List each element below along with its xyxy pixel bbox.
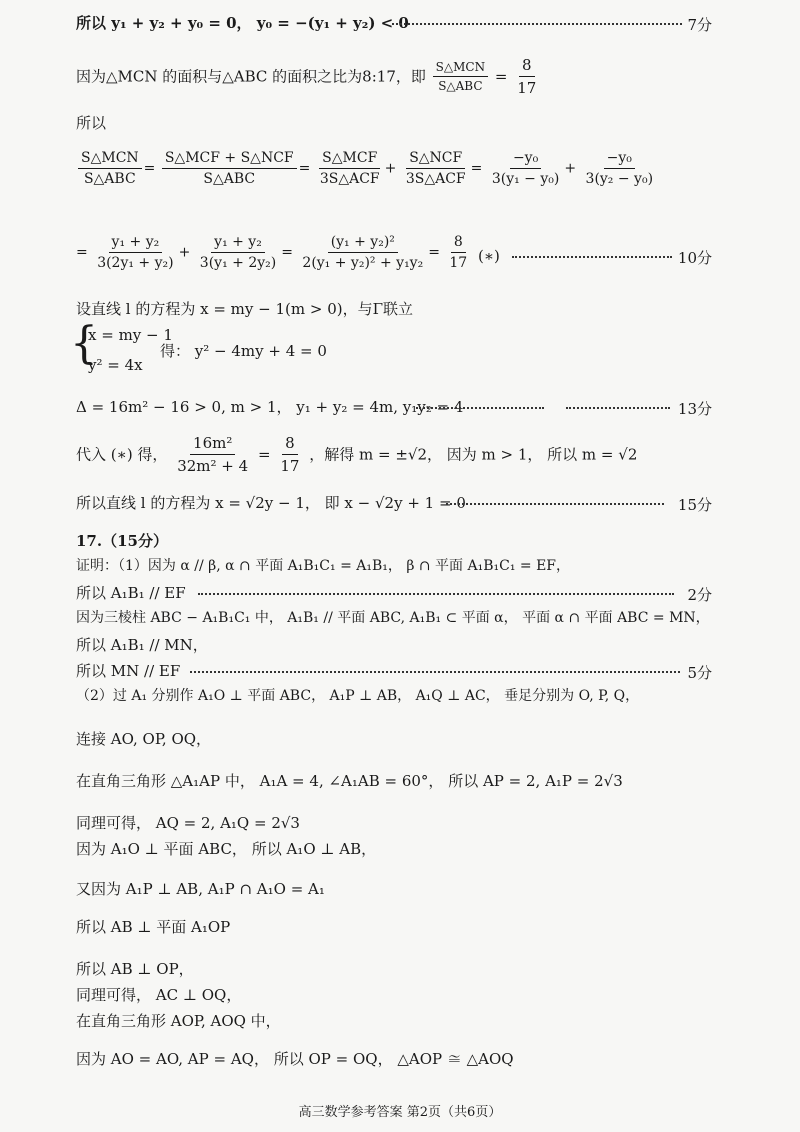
frac-den: 2(y₁ + y₂)² + y₁y₂	[302, 255, 424, 271]
line-6: 代入 (∗) 得， $\frac{\text{16m²}}{\text{32m² + 4}}$ = $\frac{8}{17}$ ，解得 m = ±√2， 因为 m > 1， 所以 m = √2	[76, 434, 638, 475]
star-marker: (∗)	[478, 247, 500, 265]
line-4: 设直线 l 的方程为 x = my − 1(m > 0)，与Γ联立	[76, 300, 413, 318]
line-2	[76, 56, 541, 97]
system-eq-2: y² = 4x	[88, 356, 143, 374]
frac-num: S△MCN	[78, 150, 142, 169]
frac-num: 8	[519, 56, 535, 77]
line-6-prefix: 代入 (∗) 得，	[76, 445, 168, 464]
proof-line-3: 因为三棱柱 ABC − A₁B₁C₁ 中， A₁B₁ // 平面 ABC, A₁B₁ ⊂ 平面 α， 平面 α ∩ 平面 ABC = MN，	[76, 610, 710, 626]
frac-den: 32m² + 4	[177, 457, 249, 475]
frac-num: S△MCF	[319, 150, 380, 169]
proof-line-9: 同理可得， AQ = 2, A₁Q = 2√3	[76, 814, 300, 832]
frac-den: 3(y₁ + 2y₂)	[199, 255, 277, 271]
substitution-fraction	[174, 434, 251, 475]
proof-line-15: 在直角三角形 AOP, AOQ 中，	[76, 1012, 281, 1030]
dotted-leader	[446, 499, 664, 505]
system-result: 得： y² − 4my + 4 = 0	[160, 342, 327, 360]
frac-den: S△ABC	[83, 171, 136, 187]
eq1-frac-3	[317, 150, 383, 187]
proof-line-5: 所以 MN // EF	[76, 662, 181, 680]
frac-num: S△MCN	[433, 60, 488, 77]
proof-line-4: 所以 A₁B₁ // MN，	[76, 636, 208, 654]
frac-num: y₁ + y₂	[211, 234, 265, 253]
line-6-suffix: ，解得 m = ±√2， 因为 m > 1， 所以 m = √2	[309, 445, 638, 464]
proof-line-10: 因为 A₁O ⊥ 平面 ABC， 所以 A₁O ⊥ AB，	[76, 840, 377, 858]
frac-den: S△ABC	[203, 171, 256, 187]
line-1	[76, 14, 409, 32]
frac-num: (y₁ + y₂)²	[328, 234, 398, 253]
proof-line-1: 证明：（1）因为 α // β, α ∩ 平面 A₁B₁C₁ = A₁B₁， β ∩ 平面 A₁B₁C₁ = EF，	[76, 558, 571, 574]
frac-num: 8	[451, 234, 466, 253]
area-ratio-fraction	[433, 60, 488, 94]
dotted-leader	[512, 252, 672, 258]
frac-den: 17	[449, 255, 468, 271]
eq1-frac-5	[489, 150, 563, 187]
score-2: 2分	[687, 586, 712, 604]
proof-line-13: 所以 AB ⊥ OP，	[76, 960, 194, 978]
eq2-frac-4	[446, 234, 470, 271]
frac-den: 17	[517, 79, 537, 97]
equals-sign: =	[494, 67, 508, 86]
problem-17-heading: 17.（15分）	[76, 532, 168, 550]
frac-num: S△MCF + S△NCF	[162, 150, 297, 169]
dotted-leader	[416, 403, 544, 409]
eq1-frac-2	[162, 150, 297, 187]
score-15: 15分	[677, 496, 712, 514]
frac-num: −y₀	[604, 150, 635, 169]
eq1-frac-1	[78, 150, 142, 187]
line-1-text: 所以 y₁ + y₂ + y₀ = 0， y₀ = −(y₁ + y₂) < 0	[76, 14, 409, 32]
score-13: 13分	[677, 400, 712, 418]
score-10: 10分	[677, 249, 712, 267]
frac-den: 17	[280, 457, 300, 475]
ratio-value-fraction	[514, 56, 539, 97]
dotted-leader	[198, 589, 674, 595]
dotted-leader	[190, 667, 680, 673]
frac-num: S△NCF	[406, 150, 465, 169]
eq2-frac-2	[197, 234, 279, 271]
proof-line-12: 所以 AB ⊥ 平面 A₁OP	[76, 918, 231, 936]
frac-den: 3(y₂ − y₀)	[585, 171, 654, 187]
proof-line-6: （2）过 A₁ 分别作 A₁O ⊥ 平面 ABC， A₁P ⊥ AB， A₁Q ⊥ AC， 垂足分别为 O, P, Q，	[76, 688, 640, 704]
line-5: Δ = 16m² − 16 > 0, m > 1， y₁ + y₂ = 4m, y₁y₂ = 4	[76, 398, 464, 416]
eq1-frac-4	[403, 150, 469, 187]
equation-2: = $\frac{\text{y₁ + y₂}}{\text{3(2y₁ + y₂)}}$ + $\frac{\text{y₁ + y₂}}{\text{3(y₁ + 2y₂)}}$ = $\frac{\text{(y₁ + y₂)²}}{\text{2(y₁ + y₂)² + y₁y₂}}$ = $\frac{8}{17}$	[76, 234, 472, 271]
page-footer: 高三数学参考答案 第2页（共6页）	[298, 1105, 502, 1120]
line-7: 所以直线 l 的方程为 x = √2y − 1， 即 x − √2y + 1 = 0	[76, 494, 466, 512]
line-3: 所以	[76, 114, 107, 132]
left-brace: {	[70, 318, 98, 369]
ratio-fraction	[277, 434, 302, 475]
frac-num: 8	[282, 434, 298, 455]
dotted-leader	[566, 403, 670, 409]
frac-num: 16m²	[190, 434, 235, 455]
dotted-leader	[392, 19, 682, 25]
proof-line-7: 连接 AO, OP, OQ，	[76, 730, 212, 748]
proof-line-16: 因为 AO = AO, AP = AQ， 所以 OP = OQ， △AOP ≅ △AOQ	[76, 1050, 514, 1068]
frac-den: 3(2y₁ + y₂)	[97, 255, 174, 271]
eq2-frac-3	[299, 234, 426, 271]
proof-line-11: 又因为 A₁P ⊥ AB, A₁P ∩ A₁O = A₁	[76, 880, 325, 898]
proof-line-8: 在直角三角形 △A₁AP 中， A₁A = 4, ∠A₁AB = 60°， 所以 AP = 2, A₁P = 2√3	[76, 772, 623, 790]
score-5: 5分	[687, 664, 712, 682]
system-eq-1: x = my − 1	[88, 326, 173, 344]
eq1-frac-6	[583, 150, 657, 187]
frac-den: 3S△ACF	[319, 171, 380, 187]
eq2-frac-1	[94, 234, 176, 271]
equation-1: $\frac{\text{S△MCN}}{\text{S△ABC}}$ = $\frac{\text{S△MCF + S△NCF}}{\text{S△ABC}}$ = $\frac{\text{S△MCF}}{\text{3S△ACF}}$ + $\frac{\text{S△NCF}}{\text{3S△ACF}}$ = $\frac{\text{−y₀}}{\text{3(y₁ − y₀)}}$ + $\frac{\text{−y₀}}{\text{3(y₂ − y₀)}}$	[76, 150, 658, 187]
frac-den: 3S△ACF	[405, 171, 466, 187]
proof-line-2: 所以 A₁B₁ // EF	[76, 584, 186, 602]
score-7: 7分	[687, 16, 712, 34]
frac-num: −y₀	[510, 150, 541, 169]
proof-line-14: 同理可得， AC ⊥ OQ，	[76, 986, 242, 1004]
line-2-text: 因为△MCN 的面积与△ABC 的面积之比为8:17，即	[76, 67, 426, 86]
frac-den: 3(y₁ − y₀)	[491, 171, 560, 187]
frac-num: y₁ + y₂	[109, 234, 163, 253]
frac-den: S△ABC	[438, 79, 483, 93]
